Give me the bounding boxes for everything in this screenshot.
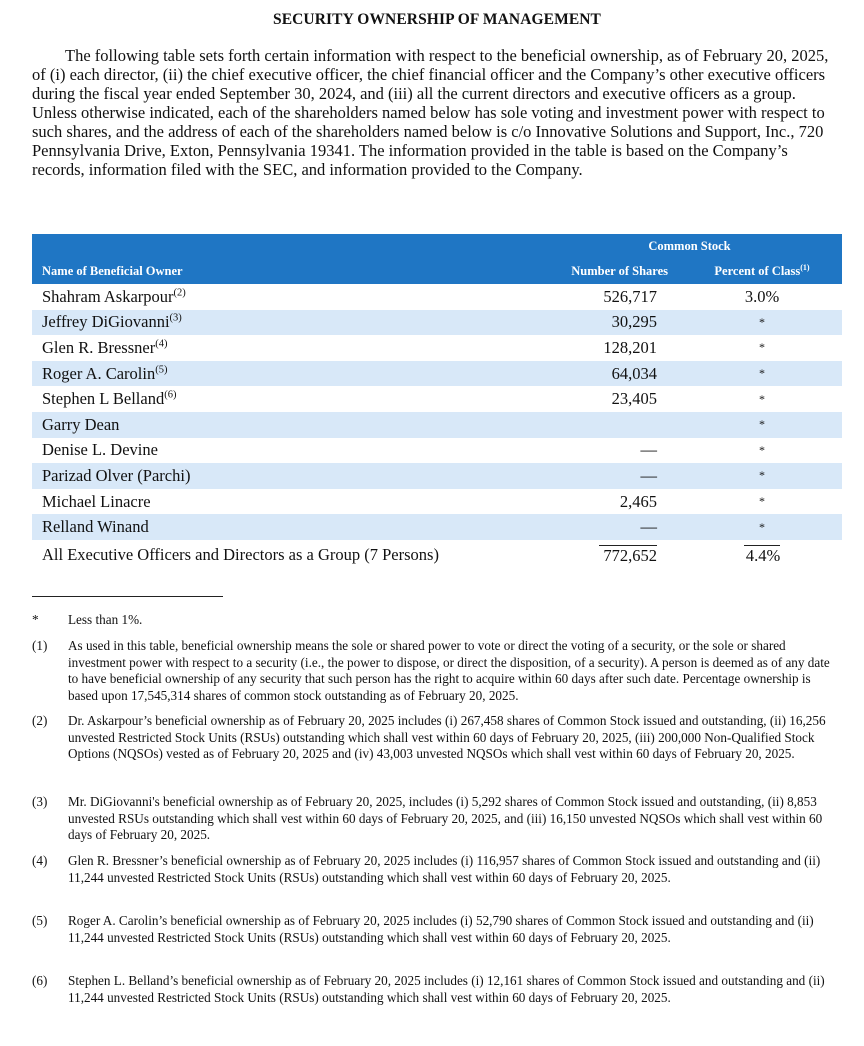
footnote-text: Less than 1%.: [68, 612, 143, 627]
shares-cell: 30,295: [537, 310, 682, 336]
percent-cell: 3.0%: [744, 286, 780, 306]
footnote-ref: (3): [169, 312, 182, 324]
col-header-owner: Name of Beneficial Owner: [32, 259, 537, 284]
percent-cell: *: [759, 340, 765, 355]
footnote-less-than: [32, 612, 842, 629]
ownership-table: [32, 234, 842, 571]
shares-cell: —: [537, 463, 682, 489]
owner-name: [32, 386, 537, 412]
footnote-3: [32, 794, 842, 844]
footnote-ref: (5): [155, 364, 168, 376]
shares-cell: —: [537, 514, 682, 540]
col-header-percent-label: Percent of Class: [714, 264, 801, 279]
percent-cell: *: [682, 412, 842, 438]
table-header-row: [32, 259, 842, 284]
owner-name-text: Roger A. Carolin: [42, 363, 156, 383]
owner-name: [32, 438, 537, 464]
table-row: [32, 412, 842, 438]
footnote-marker: (3): [32, 794, 48, 809]
owner-name-text: Parizad Olver (Parchi): [42, 465, 191, 485]
total-shares-cell: [537, 540, 682, 571]
owner-name: [32, 310, 537, 336]
total-percent-cell: [682, 540, 842, 571]
owner-name: [32, 514, 537, 540]
percent-cell: *: [759, 494, 765, 509]
percent-cell: *: [759, 391, 765, 406]
shares-cell: —: [640, 440, 657, 460]
owner-name: [32, 284, 537, 310]
table-row: [32, 489, 842, 515]
footnote-5: [32, 913, 842, 946]
table-row: [32, 361, 842, 387]
table-row: [32, 438, 842, 464]
footnote-ref: (4): [155, 338, 168, 350]
owner-name-text: Glen R. Bressner: [42, 337, 156, 357]
owner-name-text: Jeffrey DiGiovanni: [42, 312, 170, 332]
owner-name: [32, 463, 537, 489]
table-row: [32, 386, 842, 412]
table-row: [32, 310, 842, 336]
footnote-2: [32, 713, 842, 763]
footnote-ref: (6): [164, 389, 177, 401]
shares-cell: 64,034: [537, 361, 682, 387]
footnote-marker: *: [32, 612, 39, 627]
intro-paragraph: The following table sets forth certain information with respect to the beneficial ownership, as of February 20, 2025, of (i) each director, (ii) the chief executive officer, the chief financial officer and the Company’s other executive officers during the fiscal year ended September 30, 2024, and (iii) all the current directors and executive officers as a group. Unless otherwise indicated, each of the shareholders named below has sole voting and investment power with respect to such shares, and the address of each of the shareholders named below is c/o Innovative Solutions and Support, Inc., 720 Pennsylvania Drive, Exton, Pennsylvania 19341. The information provided in the table is based on the Company’s records, information filed with the SEC, and information provided to the Company.: [32, 46, 829, 179]
owner-name-text: Garry Dean: [42, 414, 120, 434]
footnote-text: Roger A. Carolin’s beneficial ownership as of February 20, 2025 includes (i) 52,790 shares of Common Stock issued and outstanding and (ii) 11,244 unvested Restricted Stock Units (RSUs) outstanding which shall vest within 60 days of February 20, 2025.: [68, 913, 814, 945]
total-label: All Executive Officers and Directors as a Group (7 Persons): [42, 545, 439, 565]
shares-cell: 128,201: [603, 337, 657, 357]
percent-cell: *: [759, 442, 765, 457]
footnote-marker: (2): [32, 713, 48, 728]
section-title: SECURITY OWNERSHIP OF MANAGEMENT: [272, 11, 601, 28]
owner-name: [32, 412, 537, 438]
total-shares: 772,652: [599, 545, 657, 566]
footnote-text: As used in this table, beneficial ownership means the sole or shared power to vote or direct the voting of a security, or the sole or shared investment power with respect to a security (i.e., the power to dispose, or direct the disposition, of a security). A person is deemed as of any date to have beneficial ownership of any security that such person has the right to acquire within 60 days after such date. Percentage ownership is based upon 17,545,314 shares of common stock outstanding as of February 20, 2025.: [68, 638, 830, 703]
col-header-percent: [682, 259, 842, 284]
footnote-1: [32, 638, 842, 704]
footnote-4: [32, 853, 842, 886]
owner-name-text: Michael Linacre: [42, 491, 151, 511]
col-header-percent-note: (1): [800, 263, 810, 273]
table-row: [32, 514, 842, 540]
header-spacer: [32, 234, 537, 259]
shares-cell: 23,405: [611, 389, 657, 409]
owner-name-text: Shahram Askarpour: [42, 286, 174, 306]
footnote-marker: (1): [32, 638, 48, 653]
footnote-text: Stephen L. Belland’s beneficial ownership as of February 20, 2025 includes (i) 12,161 shares of Common Stock issued and outstanding and (ii) 11,244 unvested Restricted Stock Units (RSUs) outstanding which shall vest within 60 days of February 20, 2025.: [68, 973, 825, 1005]
shares-cell: 2,465: [619, 491, 657, 511]
owner-name-text: Denise L. Devine: [42, 440, 158, 460]
percent-cell: *: [682, 463, 842, 489]
total-percent: 4.4%: [745, 545, 781, 565]
table-row: [32, 335, 842, 361]
footnote-text: Dr. Askarpour’s beneficial ownership as of February 20, 2025 includes (i) 267,458 shares of Common Stock issued and outstanding, (ii) 16,256 unvested Restricted Stock Units (RSUs) outstanding which shall vest within 60 days of February 20, 2025, (iii) 200,000 Non-Qualified Stock Options (NQSOs) vested as of February 20, 2025 and (iv) 43,003 unvested NQSOs which shall vest within 60 days of February 20, 2025.: [68, 713, 826, 761]
footnote-marker: (6): [32, 973, 48, 988]
owner-name: [32, 361, 537, 387]
table-row: [32, 463, 842, 489]
footnote-marker: (4): [32, 853, 48, 868]
total-row: [32, 540, 842, 571]
footnote-divider: [32, 596, 223, 597]
owner-name-text: Relland Winand: [42, 517, 149, 537]
percent-cell: *: [682, 514, 842, 540]
footnote-text: Glen R. Bressner’s beneficial ownership as of February 20, 2025 includes (i) 116,957 shares of Common Stock issued and outstanding and (ii) 11,244 unvested Restricted Stock Units (RSUs) outstanding which shall vest within 60 days of February 20, 2025.: [68, 853, 821, 885]
percent-cell: *: [682, 310, 842, 336]
owner-name-text: Stephen L Belland: [42, 389, 165, 409]
footnote-ref: (2): [173, 287, 186, 299]
table-row: [32, 284, 842, 310]
owner-name: [32, 335, 537, 361]
footnote-marker: (5): [32, 913, 48, 928]
footnote-text: Mr. DiGiovanni's beneficial ownership as of February 20, 2025, includes (i) 5,292 shares of Common Stock issued and outstanding, (ii) 8,853 unvested RSUs outstanding which shall vest within 60 days of February 20, 2025, and (iii) 16,150 unvested NQSOs which shall vest within 60 days of February 20, 2025.: [68, 794, 823, 842]
shares-cell: [537, 412, 682, 438]
group-header-common-stock: Common Stock: [537, 234, 842, 259]
footnote-6: [32, 973, 842, 1006]
col-header-shares: Number of Shares: [537, 259, 682, 284]
table-header-group-row: [32, 234, 842, 259]
shares-cell: 526,717: [603, 286, 657, 306]
owner-name: [32, 489, 537, 515]
percent-cell: *: [682, 361, 842, 387]
